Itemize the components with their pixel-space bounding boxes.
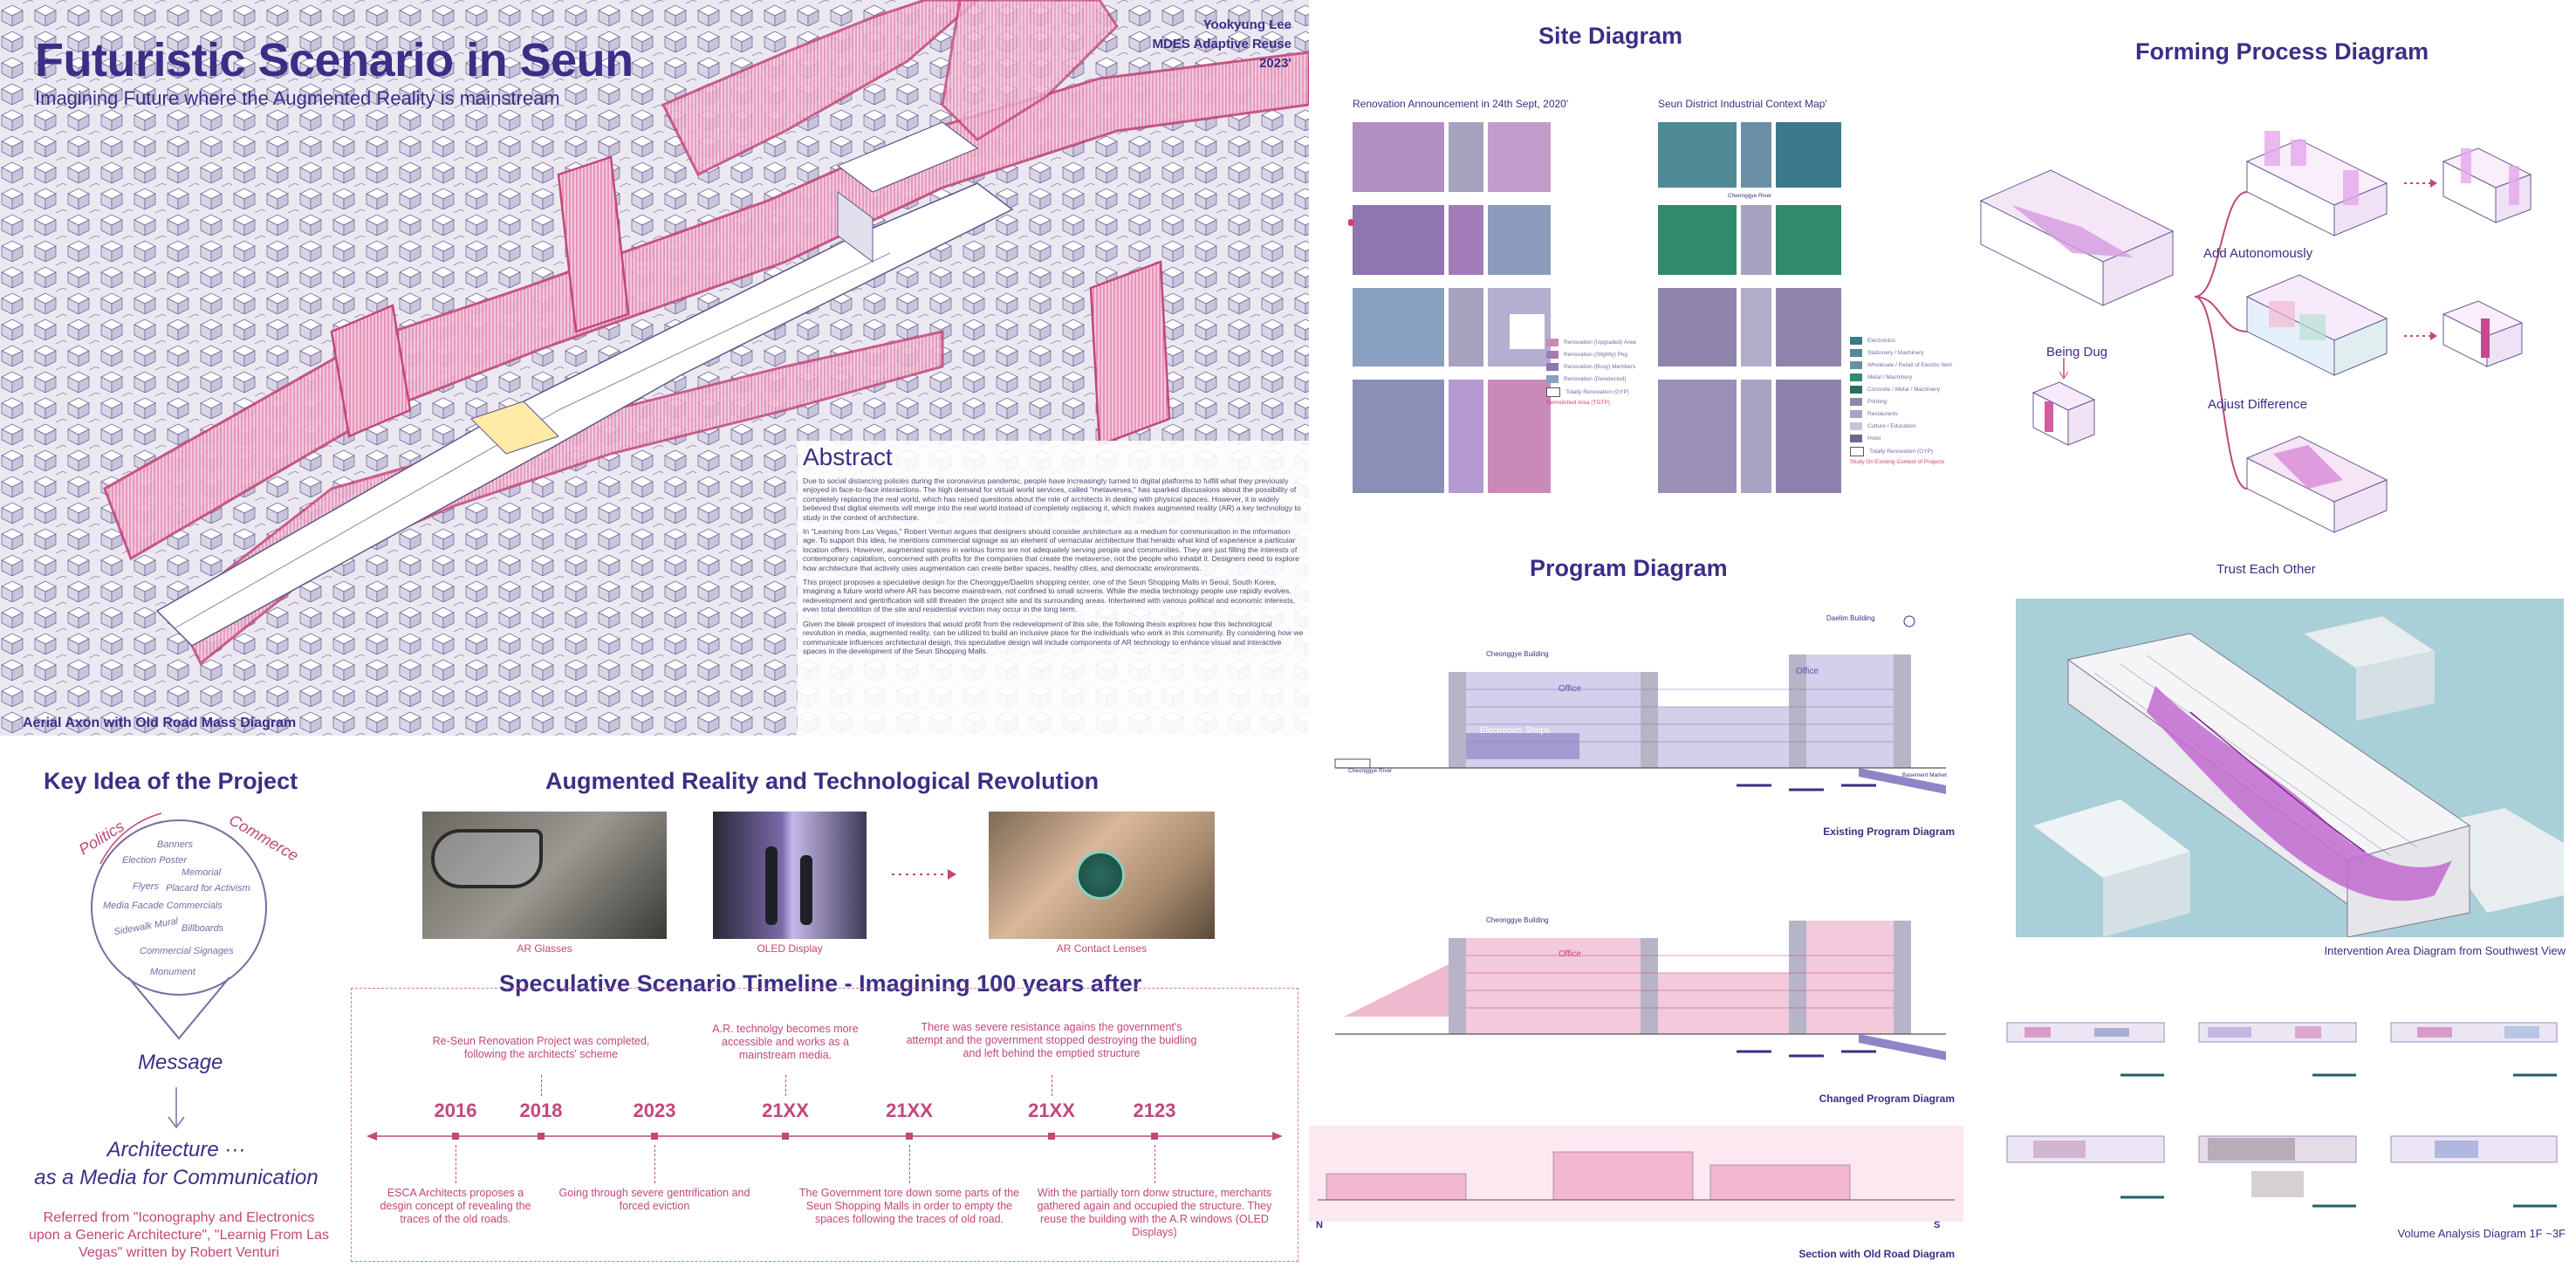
timeline-event-text: ESCA Architects proposes a desgin concept of revealing the traces of the old roads. xyxy=(380,1187,531,1225)
idea-word: Banners xyxy=(157,839,193,850)
program-label-office: Office xyxy=(1559,684,1581,694)
author-name: Yookyung Lee xyxy=(1202,17,1291,32)
legend-swatch xyxy=(1850,410,1862,418)
legend-label: Demolished Area (TGTP) xyxy=(1546,400,1610,406)
timeline-event-text: With the partially torn donw structure, merchants gathered again and occupied the structure. They reuse the building with the A.R windows (OLED Displays) xyxy=(1037,1187,1272,1238)
abstract-title: Abstract xyxy=(803,443,893,470)
changed-program-section xyxy=(1318,877,1963,1069)
idea-word: Memorial xyxy=(182,867,222,878)
page-title: Futuristic Scenario in Seun xyxy=(35,34,634,86)
glasses-shape xyxy=(431,829,543,888)
legend-label: Study On Existing Context of Projects xyxy=(1850,459,1945,465)
volume-analysis-grid xyxy=(1998,979,2566,1228)
timeline-connector xyxy=(909,1145,910,1183)
oled-display-photo xyxy=(713,812,867,939)
timeline-marker xyxy=(1151,1133,1158,1140)
timeline-event-text: There was severe resistance agains the government's attempt and the government stopped destroying the buidling and left behind the emptied structure xyxy=(906,1021,1197,1059)
volume-plan xyxy=(2382,979,2566,1093)
legend-swatch xyxy=(1850,435,1862,442)
legend-swatch xyxy=(1546,351,1559,359)
timeline-connector xyxy=(541,1075,542,1096)
legend-label: Renovation (Deselected) xyxy=(1564,376,1627,383)
timeline-marker xyxy=(782,1133,789,1140)
legend-swatch xyxy=(1850,386,1862,394)
renovation-map xyxy=(1348,118,1558,502)
timeline-year: 2016 xyxy=(434,1100,477,1121)
legend-swatch xyxy=(1546,375,1559,383)
site-legend-industrial xyxy=(1850,337,1952,471)
media-line: as a Media for Communication xyxy=(34,1166,319,1189)
legend-label: Totally Renovation (GYP) xyxy=(1565,389,1629,396)
abstract-paragraph: This project proposes a speculative design for the Cheonggye/Daelim shopping center, one of the Seun Shopping Malls in Seoul, South Korea, imagining a future world where AR has become mainstream, not confined to small screens. While the media technology people use rapidly evolves, redevelopment and gentrification will still threaten the project site and its surrounding areas. Intertwined with various political and economic interests, even total demolition of the site and residential eviction may occur in the long term. xyxy=(803,578,1296,614)
legend-label: Renovation (Slightly) Pkg xyxy=(1564,352,1627,359)
legend-swatch xyxy=(1850,349,1862,357)
forming-process-title: Forming Process Diagram xyxy=(2135,38,2429,65)
author-block xyxy=(1091,16,1291,73)
map-title: Renovation Announcement in 24th Sept, 2020' xyxy=(1353,98,1569,110)
intervention-render xyxy=(2016,599,2564,937)
intervention-caption: Intervention Area Diagram from Southwest View xyxy=(2324,944,2566,957)
page-subtitle: Imagining Future where the Augmented Reality is mainstream xyxy=(35,87,560,109)
legend-label: Restaurants xyxy=(1867,411,1899,418)
aerial-axon-panel xyxy=(0,0,1309,736)
idea-word: Sidewalk Mural xyxy=(113,915,180,938)
legend-swatch xyxy=(1546,363,1559,371)
timeline-axis xyxy=(367,1126,1283,1147)
timeline-year: 2018 xyxy=(519,1100,563,1121)
legend-label: Printing xyxy=(1867,399,1887,406)
legend-label: Hotel xyxy=(1867,435,1881,442)
timeline-event-text: Going through severe gentrification and forced eviction xyxy=(558,1187,750,1212)
legend-swatch xyxy=(1850,373,1862,381)
timeline-marker xyxy=(538,1133,545,1140)
timeline-marker xyxy=(1048,1133,1055,1140)
timeline-event-text: The Government tore down some parts of the Seun Shopping Malls in order to empty the spaces following the traces of old road. xyxy=(798,1187,1020,1225)
timeline-year: 2123 xyxy=(1133,1100,1176,1121)
legend-swatch xyxy=(1850,398,1862,406)
idea-word: Election Poster xyxy=(122,855,187,866)
legend-swatch xyxy=(1546,339,1559,346)
legend-label: Renovation (Upgraded) Area xyxy=(1564,339,1636,346)
legend-label: Concrete / Metal / Machinery xyxy=(1867,387,1941,394)
project-year: 2023' xyxy=(1259,56,1291,71)
arc-label-politics: Politics xyxy=(75,817,127,859)
architecture-line: Architecture ··· xyxy=(106,1138,246,1161)
intervention-drawing xyxy=(2016,599,2564,937)
map-title: Seun District Industrial Context Map' xyxy=(1658,98,1827,110)
ar-item-label: AR Contact Lenses xyxy=(1056,942,1148,955)
forming-step-label: Trust Each Other xyxy=(2216,562,2316,577)
idea-word: Monument xyxy=(150,967,195,977)
person-silhouette xyxy=(800,855,812,925)
volume-plan xyxy=(2190,979,2365,1093)
axon-caption: Aerial Axon with Old Road Mass Diagram xyxy=(23,716,297,730)
person-silhouette xyxy=(765,846,778,925)
legend-label: Totally Renovation (GYP) xyxy=(1869,449,1933,456)
timeline-year: 21XX xyxy=(1028,1100,1075,1121)
reference-note: Referred from "Iconography and Electronics upon a Generic Architecture", "Learnig From Las Vegas" written by Robert Venturi xyxy=(29,1210,329,1260)
abstract-paragraph: Due to social distancing policies during the coronavirus pandemic, people have increasingly turned to digital platforms to fulfill what they previously enjoyed in face-to-face interactions. The high demand for virtual world services, called "metaverses," has sparked discussions about the possibility of completely replacing the real world, which has raised questions about the role of architects in dealing with physical spaces. However, it is widely believed that digital elements will merge into the real world instead of completely replacing it, which makes augmented reality (AR) a key technology to study in the context of architecture. xyxy=(803,476,1301,522)
program-label-office: Office xyxy=(1796,667,1819,676)
site-diagram-title: Site Diagram xyxy=(1538,23,1683,49)
section-caption: Section with Old Road Diagram xyxy=(1798,1248,1955,1260)
changed-program-caption: Changed Program Diagram xyxy=(1819,1093,1955,1105)
volume-plan xyxy=(2382,1101,2566,1223)
legend-label: Culture / Education xyxy=(1867,423,1916,430)
abstract-paragraph: In "Learning from Las Vegas," Robert Venturi argues that designers should consider architecture as a medium for communication in the information age. To support this idea, he mentions commercial signage as an element of vernacular architecture that heralds what kind of experience a particular location offers. However, augmented spaces in various forms are not adequately serving people and communities. They are just filling the interests of contemporary capitalism, concerned with profits for the companies that create the metaverse, not the people who inhabit it. Designers need to explore how architecture that actively uses augmentation can create better spaces, healthy cities, and democratic environments. xyxy=(803,527,1299,572)
down-arrow-icon xyxy=(166,1087,187,1131)
legend-swatch xyxy=(1850,422,1862,430)
ar-contact-lenses-photo xyxy=(989,812,1215,939)
program-diagram-title: Program Diagram xyxy=(1530,555,1728,581)
arc-label-commerce: Commerce xyxy=(226,811,302,865)
ar-glasses-photo xyxy=(422,812,667,939)
legend-label: Metal / Machinery xyxy=(1867,374,1913,381)
timeline-marker xyxy=(906,1133,913,1140)
existing-program-caption: Existing Program Diagram xyxy=(1823,826,1955,838)
lens-shape xyxy=(1076,851,1125,900)
timeline-title: Speculative Scenario Timeline - Imagining 100 years after xyxy=(494,970,1147,997)
timeline-event-text: A.R. technolgy becomes more accessible and works as a mainstream media. xyxy=(712,1023,859,1061)
market-label: Basement Market xyxy=(1902,772,1947,778)
forming-step-label: Being Dug xyxy=(2046,345,2108,360)
volume-plan xyxy=(1998,979,2173,1093)
idea-word: Placard for Activism xyxy=(166,883,250,894)
program-label-electronics: Electronics Shops xyxy=(1480,726,1551,736)
timeline-marker xyxy=(452,1133,459,1140)
idea-word: Media Facade Commercials xyxy=(103,901,223,911)
volume-plan xyxy=(2190,1101,2365,1223)
timeline-connector xyxy=(785,1075,786,1096)
ar-item-label: AR Glasses xyxy=(517,942,572,955)
building-label: Cheonggye Building xyxy=(1486,650,1549,658)
legend-label: Electronics xyxy=(1867,338,1895,345)
program-label-office: Office xyxy=(1559,949,1581,959)
volume-caption: Volume Analysis Diagram 1F ~3F xyxy=(2397,1227,2566,1240)
timeline-connector xyxy=(1154,1145,1155,1183)
idea-word: Billboards xyxy=(182,923,224,934)
key-idea-title: Key Idea of the Project xyxy=(44,768,298,794)
site-legend-renovation xyxy=(1546,339,1636,412)
timeline-marker xyxy=(651,1133,658,1140)
timeline-year: 2023 xyxy=(633,1100,676,1121)
timeline-year: 21XX xyxy=(886,1100,933,1121)
south-label: S xyxy=(1934,1220,1941,1230)
message-label: Message xyxy=(138,1051,223,1074)
timeline-connector xyxy=(654,1145,655,1183)
old-road-section xyxy=(1309,1126,1963,1222)
forming-step-label: Adjust Difference xyxy=(2208,397,2307,412)
legend-swatch xyxy=(1850,447,1864,456)
idea-word: Commercial Signages xyxy=(140,946,234,956)
legend-label: Renovation (Busy) Members xyxy=(1564,364,1636,371)
legend-swatch xyxy=(1850,337,1862,345)
river-label: Cheonggye River xyxy=(1728,193,1772,199)
forming-step-label: Add Autonomously xyxy=(2203,246,2313,261)
ar-item-label: OLED Display xyxy=(757,942,823,955)
dotted-arrow-icon xyxy=(890,866,960,883)
legend-label: Stationery / Machinery xyxy=(1867,350,1924,357)
existing-program-section xyxy=(1318,611,1963,803)
legend-swatch xyxy=(1850,361,1862,369)
industrial-context-map xyxy=(1654,118,1846,502)
volume-plan xyxy=(1998,1101,2173,1223)
program-name: MDES Adaptive Reuse xyxy=(1152,37,1291,51)
abstract-paragraph: Given the bleak prospect of investors that would profit from the redevelopment of this site, the following thesis explores how this technological revolution in media, augmented reality, can be utilized to build an inclusive place for the individuals who work in this community. By considering how we communicate influences architectural design, this speculative design will include components of AR technology to enhance visual and interactive spaces in the development of the Seun Shopping Malls. xyxy=(803,619,1304,655)
timeline-event-text: Re-Seun Renovation Project was completed, following the architects' scheme xyxy=(432,1035,650,1060)
north-label: N xyxy=(1316,1220,1323,1230)
building-label: Daelim Building xyxy=(1826,614,1875,622)
timeline-year: 21XX xyxy=(762,1100,809,1121)
river-label: Cheonggye River xyxy=(1348,768,1393,774)
building-label: Cheonggye Building xyxy=(1486,916,1549,924)
legend-label: Wholesale / Retail of Electric Item xyxy=(1867,362,1953,369)
idea-word: Flyers xyxy=(133,881,159,892)
legend-swatch xyxy=(1546,387,1560,397)
ar-title: Augmented Reality and Technological Revolution xyxy=(545,768,1100,794)
abstract-body xyxy=(803,476,1305,661)
